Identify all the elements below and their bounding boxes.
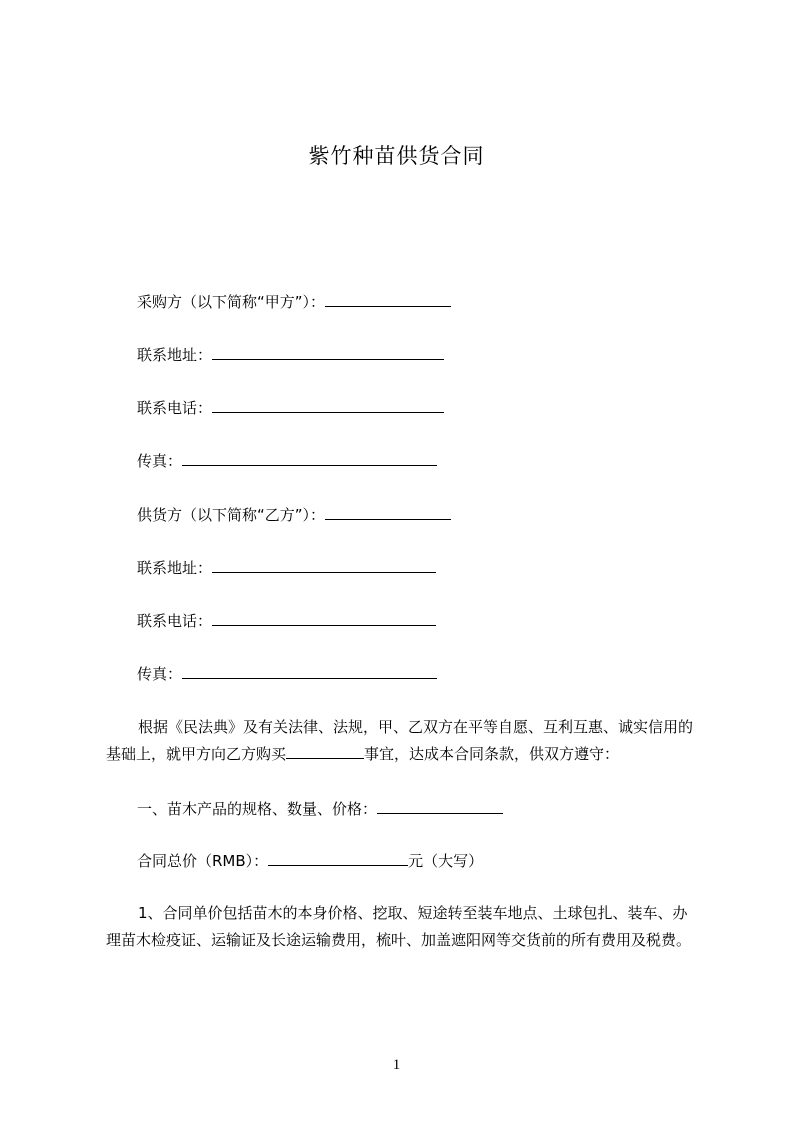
party-b-phone-blank[interactable] xyxy=(212,609,436,626)
party-b-blank[interactable] xyxy=(325,503,451,520)
section1-blank[interactable] xyxy=(377,797,503,814)
party-b-label: 供货方（以下简称“乙方”）： xyxy=(137,506,326,524)
preamble-paragraph xyxy=(106,714,696,768)
total-price-line xyxy=(137,849,483,872)
party-a-phone-line xyxy=(137,396,444,419)
clause1-text: 1、合同单价包括苗木的本身价格、挖取、短途转至装车地点、土球包扎、装车、办理苗木检疫证、运输证及长途运输费用，梳叶、加盖遮阳网等交货前的所有费用及税费。 xyxy=(106,904,692,949)
party-b-phone-label: 联系电话： xyxy=(137,612,213,630)
party-b-phone-line xyxy=(137,609,436,632)
section1-line xyxy=(137,797,503,820)
preamble-text-end: 事宜，达成本合同条款，供双方遵守： xyxy=(364,745,620,763)
party-a-label: 采购方（以下简称“甲方”）： xyxy=(137,293,326,311)
party-a-fax-blank[interactable] xyxy=(182,449,437,466)
party-b-fax-line xyxy=(137,662,437,685)
total-price-suffix: 元（大写） xyxy=(408,852,484,870)
party-b-fax-blank[interactable] xyxy=(182,662,437,679)
party-a-phone-label: 联系电话： xyxy=(137,399,213,417)
party-b-address-label: 联系地址： xyxy=(137,559,213,577)
party-a-fax-line xyxy=(137,449,437,472)
total-price-blank[interactable] xyxy=(268,849,408,866)
clause1-paragraph xyxy=(106,900,696,954)
section1-heading: 一、苗木产品的规格、数量、价格： xyxy=(137,800,378,818)
party-a-address-line xyxy=(137,343,444,366)
party-a-fax-label: 传真： xyxy=(137,452,183,470)
party-b-address-blank[interactable] xyxy=(212,556,436,573)
party-b-line xyxy=(137,503,451,526)
preamble-text-start: 根据《民法典》及有关法律、法规，甲、乙双方在平等自愿、互利互惠、诚实信用的基础上，就甲方向乙方购买 xyxy=(106,718,694,763)
party-a-line xyxy=(137,290,451,313)
party-a-phone-blank[interactable] xyxy=(212,396,444,413)
party-b-fax-label: 传真： xyxy=(137,665,183,683)
total-price-label: 合同总价（RMB）： xyxy=(137,852,269,870)
party-a-blank[interactable] xyxy=(325,290,451,307)
purchase-item-blank[interactable] xyxy=(286,742,364,759)
party-a-address-label: 联系地址： xyxy=(137,346,213,364)
party-a-address-blank[interactable] xyxy=(212,343,444,360)
page-number: 1 xyxy=(392,1057,401,1073)
document-title: 紫竹种苗供货合同 xyxy=(308,144,485,168)
party-b-address-line xyxy=(137,556,436,579)
